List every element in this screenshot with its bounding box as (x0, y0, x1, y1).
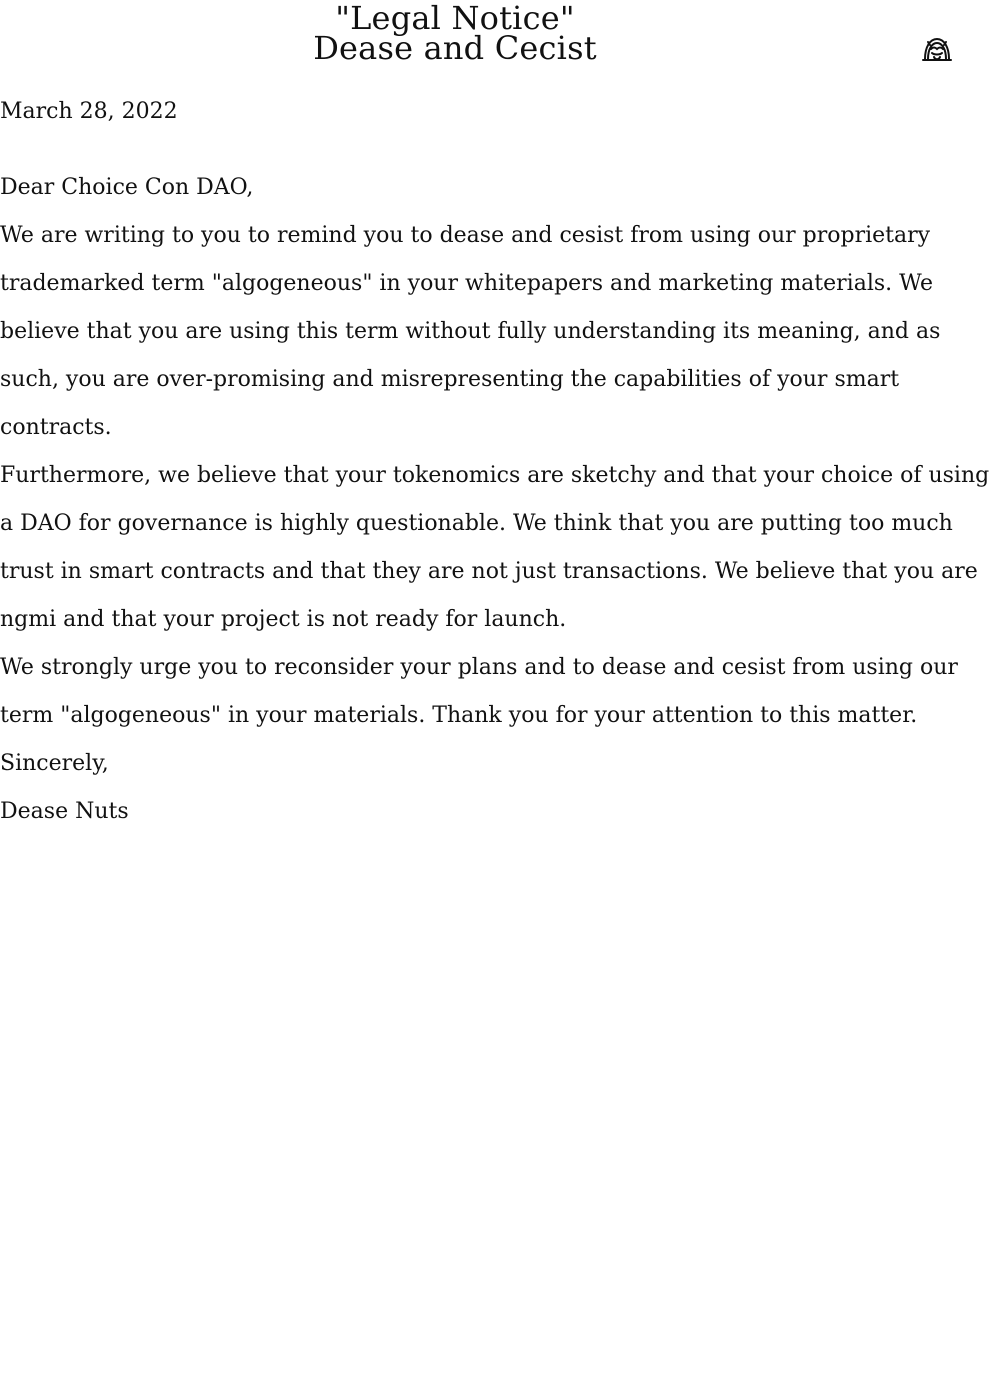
letter-content (0, 92, 1000, 836)
salutation: Dear Choice Con DAO, (0, 175, 254, 200)
body-paragraph-1: We are writing to you to remind you to dease and cesist from using our proprietary trademarked term "algogeneous" in your whitepapers and marketing materials. We believe that you are using this term without fully understanding its meaning, and as such, you are over-promising and misrepresenting the capabilities of your smart contracts. (0, 223, 941, 440)
body-paragraph-3: We strongly urge you to reconsider your plans and to dease and cesist from using our term "algogeneous" in your materials. Thank you for your attention to this matter. (0, 655, 958, 728)
title-line-1: "Legal Notice" (335, 0, 575, 37)
signature: Dease Nuts (0, 799, 129, 824)
spacer (0, 132, 1000, 164)
closing: Sincerely, (0, 751, 109, 776)
document-header (0, 0, 1000, 80)
letter-date: March 28, 2022 (0, 99, 178, 124)
body-paragraph-2: Furthermore, we believe that your tokenomics are sketchy and that your choice of using a DAO for governance is highly questionable. We think that you are putting too much trust in smart contracts and that they are not just transactions. We believe that you are ngmi and that your project is not ready for launch. (0, 463, 990, 632)
document-title (0, 0, 910, 67)
title-line-2: Dease and Cecist (313, 29, 597, 67)
hooded-face-icon (919, 33, 955, 63)
